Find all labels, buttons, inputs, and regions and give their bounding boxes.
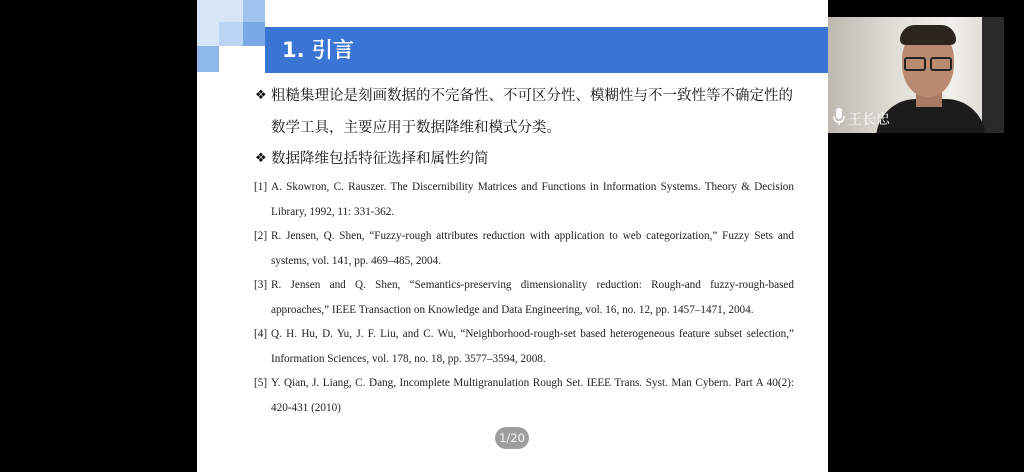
participant-name-label (833, 108, 890, 128)
reference-text: Y. Qian, J. Liang, C. Dang, Incomplete Multigranulation Rough Set. IEEE Trans. Syst. Man Cybern. Part A 40(2): 420-431 (2010) (271, 377, 794, 414)
diamond-bullet-icon: ❖ (255, 151, 267, 166)
page-indicator[interactable]: 1/20 (495, 427, 529, 449)
slide-title: 1. 引言 (282, 38, 354, 62)
decorative-square (197, 46, 219, 72)
participant-name: 王长忠 (848, 112, 890, 128)
reference-item (254, 273, 794, 322)
decorative-square (219, 22, 243, 46)
decorative-square (243, 22, 265, 46)
reference-text: R. Jensen and Q. Shen, “Semantics-preserving dimensionality reduction: Rough-and fuzzy-rough-based approaches,” IEEE Transaction on Knowledge and Data Engineering, vol. 16, no. 12, pp. 1457–1471, 2004. (271, 279, 794, 316)
reference-text: Q. H. Hu, D. Yu, J. F. Liu, and C. Wu, “Neighborhood-rough-set based heterogeneous feature subset selection,” Information Sciences, vol. 178, no. 18, pp. 3577–3594, 2008. (271, 328, 794, 365)
bullet-text: 数据降维包括特征选择和属性约简 (271, 151, 489, 167)
reference-number: [4] (254, 328, 268, 340)
participant-hair (900, 25, 956, 45)
reference-item (254, 224, 794, 273)
reference-number: [3] (254, 279, 268, 291)
bullet-item (255, 80, 796, 144)
presentation-slide (197, 0, 828, 472)
decorative-square (243, 0, 265, 22)
glasses-lens (930, 57, 952, 71)
reference-text: A. Skowron, C. Rauszer. The Discernibility Matrices and Functions in Information Systems. Theory & Decision Library, 1992, 11: 331-362. (271, 181, 794, 218)
reference-number: [2] (254, 230, 268, 242)
reference-item (254, 175, 794, 224)
bullet-text: 粗糙集理论是刻画数据的不完备性、不可区分性、模糊性与不一致性等不确定性的数学工具，主要应用于数据降维和模式分类。 (271, 88, 793, 136)
glasses-lens (904, 57, 926, 71)
reference-number: [5] (254, 377, 268, 389)
reference-item (254, 371, 794, 420)
video-background-shadow (982, 17, 1004, 133)
reference-list (254, 175, 794, 420)
reference-text: R. Jensen, Q. Shen, “Fuzzy-rough attributes reduction with application to web categorization,” Fuzzy Sets and systems, vol. 141, pp. 469–485, 2004. (271, 230, 794, 267)
reference-item (254, 322, 794, 371)
reference-number: [1] (254, 181, 268, 193)
microphone-icon (833, 108, 845, 132)
diamond-bullet-icon: ❖ (255, 88, 267, 103)
bullet-item (255, 143, 796, 175)
